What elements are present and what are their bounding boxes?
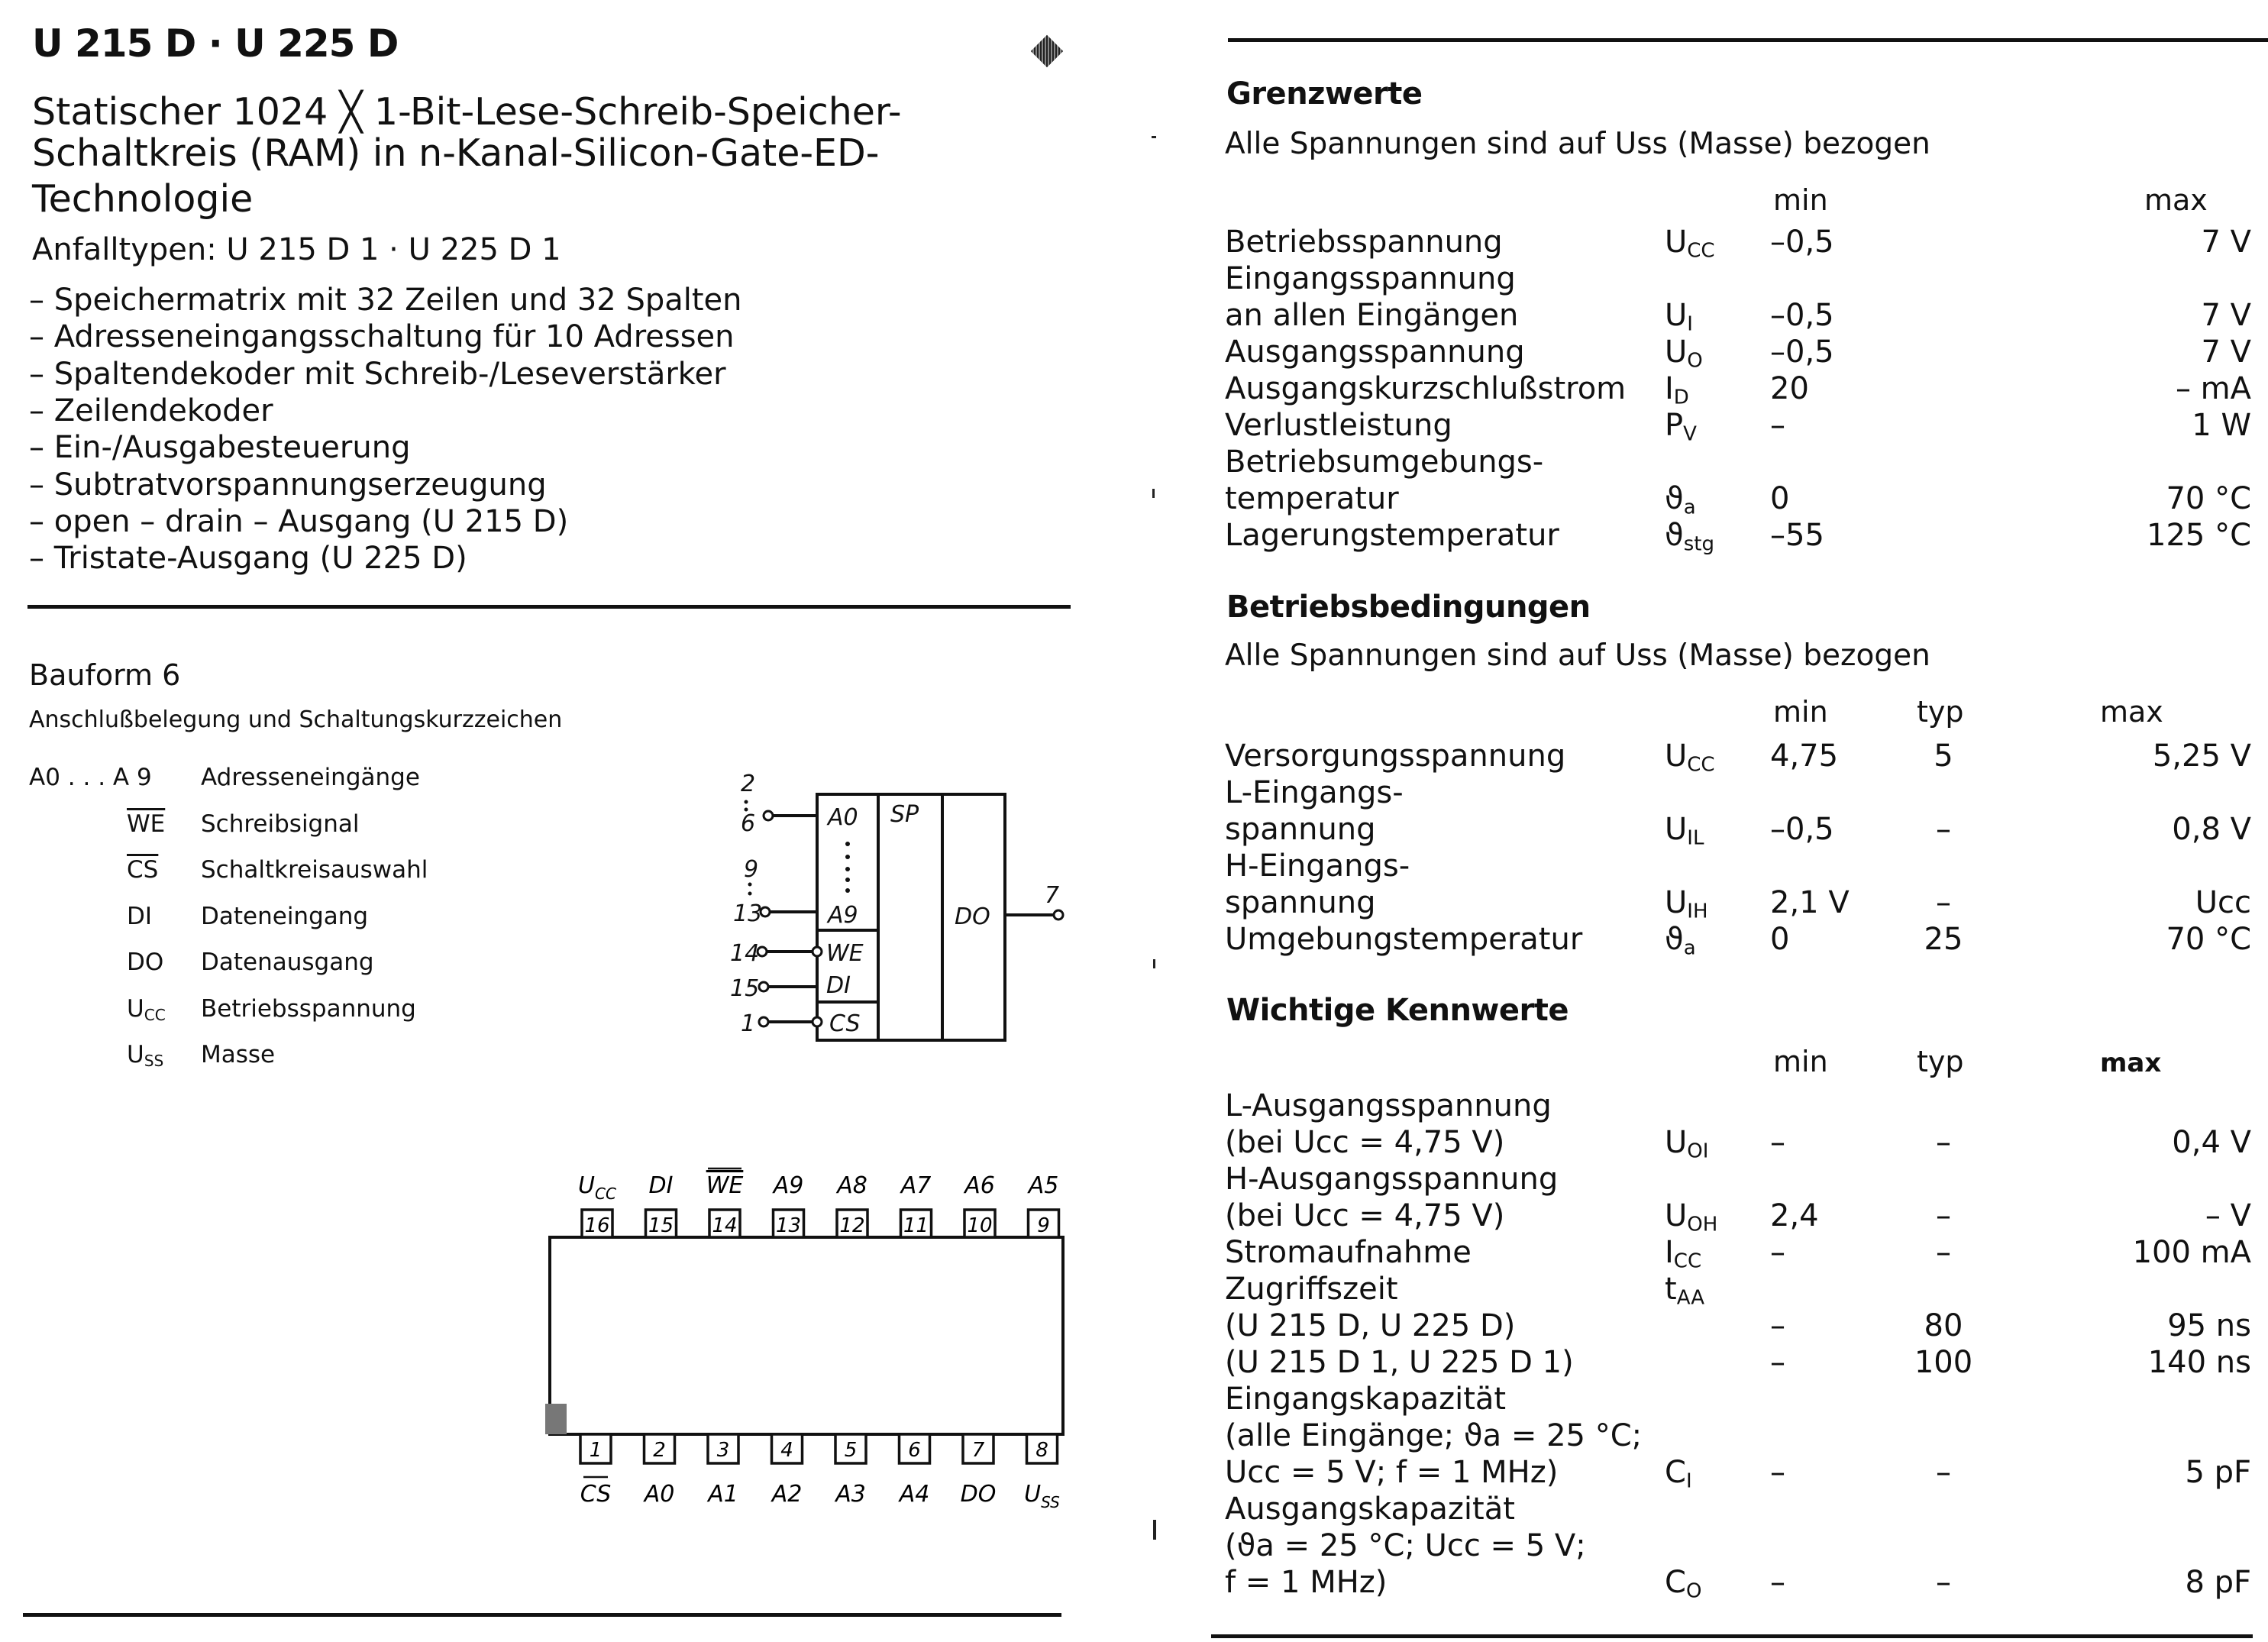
dip-pin-name <box>772 1172 804 1199</box>
spec-symbol <box>1665 371 1689 409</box>
inversion-bubble <box>813 1017 822 1026</box>
dip-pin-number: 6 <box>908 1439 921 1462</box>
spec-min: – <box>1770 1345 1785 1380</box>
legend-description: Dateneingang <box>201 902 369 930</box>
spec-typ: 5 <box>1934 739 1953 774</box>
subtitle-line-1: Statischer 1024 ╳ 1-Bit-Lese-Schreib-Speicher- <box>32 90 902 134</box>
spec-label: temperatur <box>1225 481 1399 516</box>
spec-label: (ϑa = 25 °C; Ucc = 5 V; <box>1225 1528 1586 1563</box>
spec-label: Ausgangskurzschlußstrom <box>1225 371 1627 406</box>
spec-label: H-Eingangs- <box>1225 848 1410 884</box>
spec-min: 2,1 V <box>1770 885 1850 920</box>
spec-max: 100 mA <box>2132 1235 2251 1270</box>
dip-pin-number: 13 <box>775 1214 802 1237</box>
legend-description: Schaltkreisauswahl <box>201 856 428 884</box>
spec-symbol-sub: OH <box>1687 1213 1718 1236</box>
spec-symbol <box>1665 1125 1708 1163</box>
spec-min: –0,5 <box>1770 335 1834 370</box>
feature-item: – Zeilendekoder <box>29 393 273 428</box>
spec-max: 140 ns <box>2147 1345 2251 1380</box>
dip-pin-number: 1 <box>589 1439 603 1462</box>
dip-pin-name-text: U <box>1024 1481 1042 1508</box>
dip-pin-name-text: A0 <box>644 1481 675 1508</box>
dip-pin-name <box>961 1481 997 1508</box>
dip-pin-number: 2 <box>653 1439 666 1462</box>
spec-typ: – <box>1936 1455 1951 1490</box>
spec-label: Ausgangsspannung <box>1225 335 1525 370</box>
spec-min: –0,5 <box>1770 298 1834 333</box>
input-label-a9: A9 <box>828 902 858 929</box>
spec-typ: – <box>1936 812 1951 847</box>
spec-min: – <box>1770 1308 1785 1343</box>
spec-symbol-main: U <box>1665 1125 1688 1160</box>
column-header-min: min <box>1773 695 1828 729</box>
spec-symbol <box>1665 812 1704 850</box>
spec-typ: 25 <box>1924 922 1963 957</box>
spec-symbol-main: U <box>1665 225 1688 260</box>
spec-symbol-main: ϑ <box>1665 922 1684 957</box>
top-rule-right <box>1228 38 2268 42</box>
dip-pin-name <box>834 1481 866 1508</box>
dip-pin-number: 11 <box>903 1214 929 1237</box>
scan-speck <box>1153 1520 1156 1540</box>
dip-pin-name <box>578 1172 616 1203</box>
spec-label: f = 1 MHz) <box>1225 1565 1388 1600</box>
feature-item: – Ein-/Ausgabesteuerung <box>29 430 411 466</box>
dip-pin-number: 3 <box>716 1439 730 1462</box>
dip-pin-name-text: A5 <box>1028 1172 1059 1199</box>
kennwerte-title: Wichtige Kennwerte <box>1226 993 1569 1028</box>
spec-symbol-sub: a <box>1683 496 1696 519</box>
spec-symbol <box>1665 1565 1701 1603</box>
dip-pin-number: 4 <box>780 1439 793 1462</box>
divider-rule <box>27 605 1071 609</box>
spec-symbol-sub: CC <box>1687 753 1715 777</box>
spec-max: Ucc <box>2195 885 2251 920</box>
feature-item: – Tristate-Ausgang (U 225 D) <box>29 541 467 577</box>
spec-min: –0,5 <box>1770 225 1834 260</box>
spec-symbol <box>1665 408 1697 446</box>
dip-pin-name-text: A8 <box>837 1172 867 1199</box>
column-header-typ: typ <box>1917 1045 1964 1078</box>
dip-pin-name-text: DI <box>648 1172 674 1199</box>
scan-speck <box>1153 959 1155 968</box>
spec-label: spannung <box>1225 885 1376 920</box>
feature-item: – Subtratvorspannungserzeugung <box>29 467 547 503</box>
spec-max: – mA <box>2175 371 2251 406</box>
spec-min: – <box>1770 1455 1785 1490</box>
spec-label: spannung <box>1225 812 1376 847</box>
dip-pin-name-text: A1 <box>708 1481 738 1508</box>
dip-pin-name <box>771 1481 803 1508</box>
betriebsbedingungen-title: Betriebsbedingungen <box>1226 590 1591 625</box>
spec-max: 1 W <box>2192 408 2251 443</box>
betriebsbedingungen-note: Alle Spannungen sind auf Uss (Masse) bezogen <box>1225 638 1930 673</box>
spec-label: Ausgangskapazität <box>1225 1492 1515 1527</box>
spec-symbol-sub: O <box>1685 1579 1702 1603</box>
dip-package <box>535 1146 1084 1558</box>
input-label-we: WE <box>826 940 864 967</box>
spec-typ: 80 <box>1924 1308 1963 1343</box>
spec-typ: – <box>1936 1125 1951 1160</box>
feature-item: – Spaltendekoder mit Schreib-/Leseverstärker <box>29 356 726 392</box>
feature-item: – open – drain – Ausgang (U 215 D) <box>29 503 569 539</box>
legend-symbol <box>127 949 163 976</box>
spec-symbol-main: U <box>1665 335 1688 370</box>
spec-min: 20 <box>1770 371 1809 406</box>
spec-symbol <box>1665 481 1696 519</box>
pin1-marker-icon <box>545 1404 567 1434</box>
legend-symbol-text: U <box>127 1041 144 1068</box>
dip-pin-number: 14 <box>712 1214 738 1237</box>
spec-symbol-sub: I <box>1687 312 1693 336</box>
spec-min: – <box>1770 1235 1785 1270</box>
spec-label: Umgebungstemperatur <box>1225 922 1583 957</box>
spec-max: 0,4 V <box>2172 1125 2251 1160</box>
dip-pin-name-sub: SS <box>1041 1493 1060 1511</box>
dip-pin-name-text: A7 <box>900 1172 932 1199</box>
legend-symbol-text: DO <box>127 949 164 976</box>
spec-symbol-main: U <box>1665 812 1688 847</box>
spec-symbol-sub: a <box>1683 936 1696 960</box>
legend-description: Betriebsspannung <box>201 994 416 1023</box>
spec-symbol-main: U <box>1665 739 1688 774</box>
grenzwerte-title: Grenzwerte <box>1226 76 1423 112</box>
dip-pin-name-text: A3 <box>835 1481 866 1508</box>
spec-label: (bei Ucc = 4,75 V) <box>1225 1125 1505 1160</box>
spec-symbol <box>1665 885 1708 923</box>
spec-min: –55 <box>1770 518 1824 553</box>
spec-max: 8 pF <box>2185 1565 2251 1600</box>
spec-symbol-sub: AA <box>1676 1286 1704 1310</box>
spec-symbol-main: ϑ <box>1665 481 1684 516</box>
spec-symbol-main: U <box>1665 298 1688 333</box>
spec-label: L-Ausgangsspannung <box>1225 1088 1552 1123</box>
spec-symbol-sub: I <box>1685 1469 1692 1493</box>
input-label-di: DI <box>826 972 851 999</box>
legend-description: Adresseneingänge <box>201 764 420 791</box>
dip-pin-name-sub: CC <box>595 1185 616 1203</box>
spec-symbol-main: U <box>1665 1198 1688 1233</box>
spec-symbol <box>1665 298 1693 336</box>
dip-pin-name <box>580 1481 612 1508</box>
dip-pin-number: 5 <box>844 1439 858 1462</box>
grenzwerte-note: Alle Spannungen sind auf Uss (Masse) bezogen <box>1225 127 1930 161</box>
spec-max: 7 V <box>2201 225 2251 260</box>
spec-symbol-sub: IL <box>1687 826 1704 850</box>
spec-min: –0,5 <box>1770 812 1834 847</box>
legend-description: Datenausgang <box>201 949 374 976</box>
spec-max: 70 °C <box>2166 922 2251 957</box>
feature-item: – Speichermatrix mit 32 Zeilen und 32 Spalten <box>29 283 742 318</box>
legend-symbol <box>127 903 152 930</box>
pin-number-14: 14 <box>730 940 760 967</box>
logic-symbol <box>718 764 1084 1069</box>
spec-symbol <box>1665 225 1715 263</box>
spec-min: 0 <box>1770 481 1790 516</box>
spec-max: 7 V <box>2201 298 2251 333</box>
pin-number-1: 1 <box>741 1010 756 1037</box>
legend-symbol-text: A0 . . . A 9 <box>29 764 152 791</box>
spec-symbol <box>1665 1198 1717 1236</box>
spec-min: – <box>1770 1125 1785 1160</box>
legend-symbol <box>127 810 165 838</box>
spec-label: Betriebsumgebungs- <box>1225 444 1544 480</box>
anfalltypen: Anfalltypen: U 215 D 1 · U 225 D 1 <box>32 232 561 267</box>
spec-symbol <box>1665 335 1703 373</box>
bottom-rule-left <box>23 1613 1061 1617</box>
dip-pin-name <box>1027 1172 1059 1199</box>
legend-symbol-sub: CC <box>144 1005 166 1024</box>
dip-pin-name <box>643 1481 675 1508</box>
spec-symbol <box>1665 1272 1704 1310</box>
column-header-min: min <box>1773 1045 1828 1078</box>
memory-label-sp: SP <box>890 801 919 828</box>
scan-speck <box>1152 136 1156 138</box>
spec-symbol <box>1665 1455 1692 1493</box>
dip-pin-name <box>1024 1481 1060 1511</box>
spec-symbol-sub: IH <box>1687 900 1708 923</box>
spec-typ: – <box>1936 1198 1951 1233</box>
legend-symbol-text: $\overline{CS}$ <box>127 856 159 884</box>
dip-pin-name-text: DO <box>960 1481 997 1508</box>
legend-symbol-text: DI <box>127 902 153 930</box>
dip-pin-name <box>900 1172 932 1199</box>
dip-pin-name-text: A6 <box>964 1172 995 1199</box>
dip-pin-name <box>835 1172 867 1199</box>
spec-max: – V <box>2205 1198 2251 1233</box>
input-label-cs: CS <box>829 1010 861 1037</box>
legend-description: Masse <box>201 1041 276 1068</box>
dip-pin-name-text: A4 <box>899 1481 930 1508</box>
spec-typ: 100 <box>1914 1345 1973 1380</box>
spec-symbol-main: C <box>1665 1565 1686 1600</box>
spec-symbol-main: U <box>1665 885 1688 920</box>
spec-label: Eingangsspannung <box>1225 261 1516 296</box>
column-header-typ: typ <box>1917 695 1964 729</box>
spec-symbol-sub: V <box>1683 422 1697 446</box>
spec-min: 0 <box>1770 922 1790 957</box>
spec-symbol-main: I <box>1665 1235 1674 1270</box>
spec-typ: – <box>1936 1235 1951 1270</box>
spec-min: – <box>1770 1565 1785 1600</box>
spec-symbol-sub: CC <box>1687 239 1715 263</box>
pin-terminal <box>759 1017 768 1026</box>
spec-min: 4,75 <box>1770 739 1839 774</box>
spec-label: Verlustleistung <box>1225 408 1452 443</box>
inversion-bubble <box>813 947 822 956</box>
pin-terminal <box>1054 910 1063 920</box>
spec-min: – <box>1770 408 1785 443</box>
pin-terminal <box>764 811 773 820</box>
dip-pin-name-text: CS <box>580 1481 612 1508</box>
spec-symbol <box>1665 922 1696 960</box>
anschluss-title: Anschlußbelegung und Schaltungskurzzeichen <box>29 706 563 733</box>
spec-symbol-main: I <box>1665 371 1674 406</box>
spec-symbol-sub: stg <box>1683 532 1715 556</box>
legend-description: Schreibsignal <box>201 810 360 838</box>
pin-number-15: 15 <box>730 975 760 1002</box>
bauform-label: Bauform 6 <box>29 658 181 692</box>
spec-label: Stromaufnahme <box>1225 1235 1472 1270</box>
spec-max: 7 V <box>2201 335 2251 370</box>
dip-pin-name-text: WE <box>706 1172 744 1199</box>
spec-symbol <box>1665 1235 1701 1273</box>
dip-pin-name-text: A2 <box>771 1481 803 1508</box>
page-title: U 215 D · U 225 D <box>32 21 399 66</box>
dip-pin-number: 10 <box>967 1214 993 1237</box>
column-header-max: max <box>2100 695 2163 729</box>
subtitle-line-3: Technologie <box>32 177 254 221</box>
spec-max: 95 ns <box>2167 1308 2251 1343</box>
spec-label: Ucc = 5 V; f = 1 MHz) <box>1225 1455 1559 1490</box>
dip-pin-number: 8 <box>1035 1439 1048 1462</box>
legend-symbol-sub: SS <box>144 1052 164 1071</box>
dip-pin-number: 9 <box>1037 1214 1050 1237</box>
dip-pin-name <box>706 1481 738 1508</box>
scan-speck <box>1152 489 1155 498</box>
dip-pin-name <box>963 1172 995 1199</box>
dip-body <box>550 1237 1063 1434</box>
legend-symbol <box>127 856 158 884</box>
spec-label: L-Eingangs- <box>1225 775 1404 810</box>
spec-label: (U 215 D, U 225 D) <box>1225 1308 1516 1343</box>
output-label-do: DO <box>955 903 990 930</box>
legend-symbol <box>29 764 152 791</box>
spec-symbol-sub: D <box>1673 386 1689 409</box>
feature-item: – Adresseneingangsschaltung für 10 Adressen <box>29 319 735 355</box>
spec-typ: – <box>1936 1565 1951 1600</box>
spec-label: (alle Eingänge; ϑa = 25 °C; <box>1225 1418 1643 1453</box>
input-label-a0: A0 <box>828 804 858 831</box>
column-header-max: max <box>2100 1048 2162 1078</box>
spec-symbol-main: ϑ <box>1665 518 1684 553</box>
column-header-max: max <box>2144 183 2208 217</box>
dip-pin-name <box>649 1172 674 1199</box>
column-header-min: min <box>1773 183 1828 217</box>
spec-label: Betriebsspannung <box>1225 225 1503 260</box>
spec-max: 125 °C <box>2147 518 2251 553</box>
legend-symbol <box>127 1041 163 1070</box>
dip-pin-number: 12 <box>839 1214 865 1237</box>
spec-max: 5 pF <box>2185 1455 2251 1490</box>
dip-pin-name <box>898 1481 930 1508</box>
diamond-logo-icon <box>1031 35 1063 67</box>
spec-max: 70 °C <box>2166 481 2251 516</box>
spec-label: (bei Ucc = 4,75 V) <box>1225 1198 1505 1233</box>
spec-label: an allen Eingängen <box>1225 298 1519 333</box>
legend-symbol <box>127 995 166 1024</box>
spec-symbol-sub: OI <box>1687 1139 1709 1163</box>
spec-symbol-sub: O <box>1687 349 1703 373</box>
spec-symbol-main: P <box>1665 408 1684 443</box>
spec-label: Zugriffszeit <box>1225 1272 1398 1307</box>
legend-symbol-text: $\overline{WE}$ <box>127 810 166 838</box>
spec-symbol <box>1665 518 1714 556</box>
spec-label: H-Ausgangsspannung <box>1225 1162 1559 1197</box>
pin-terminal <box>759 982 768 991</box>
dip-pin-number: 16 <box>584 1214 610 1237</box>
dip-pin-name-text: U <box>578 1172 596 1199</box>
pin-number-6: 6 <box>741 810 756 837</box>
pin-number-2: 2 <box>741 771 756 797</box>
pin-number-9: 9 <box>744 856 759 883</box>
spec-symbol <box>1665 739 1715 777</box>
spec-label: (U 215 D 1, U 225 D 1) <box>1225 1345 1574 1380</box>
dip-pin-name-text: A9 <box>773 1172 804 1199</box>
bottom-rule-right <box>1211 1634 2253 1638</box>
pin-number-13: 13 <box>733 900 763 927</box>
spec-symbol-main: t <box>1665 1272 1677 1307</box>
dip-pin-number: 7 <box>971 1439 985 1462</box>
spec-label: Versorgungsspannung <box>1225 739 1566 774</box>
pin-number-7: 7 <box>1045 882 1060 909</box>
spec-label: Lagerungstemperatur <box>1225 518 1559 553</box>
spec-max: 0,8 V <box>2172 812 2251 847</box>
subtitle-line-2: Schaltkreis (RAM) in n-Kanal-Silicon-Gate-ED- <box>32 131 880 175</box>
dip-pin-name <box>706 1172 744 1199</box>
spec-min: 2,4 <box>1770 1198 1819 1233</box>
spec-symbol-sub: CC <box>1673 1249 1702 1273</box>
spec-label: Eingangskapazität <box>1225 1382 1507 1417</box>
spec-symbol-main: C <box>1665 1455 1686 1490</box>
dip-pin-number: 15 <box>648 1214 674 1237</box>
legend-symbol-text: U <box>127 994 144 1023</box>
spec-typ: – <box>1936 885 1951 920</box>
spec-max: 5,25 V <box>2152 739 2251 774</box>
